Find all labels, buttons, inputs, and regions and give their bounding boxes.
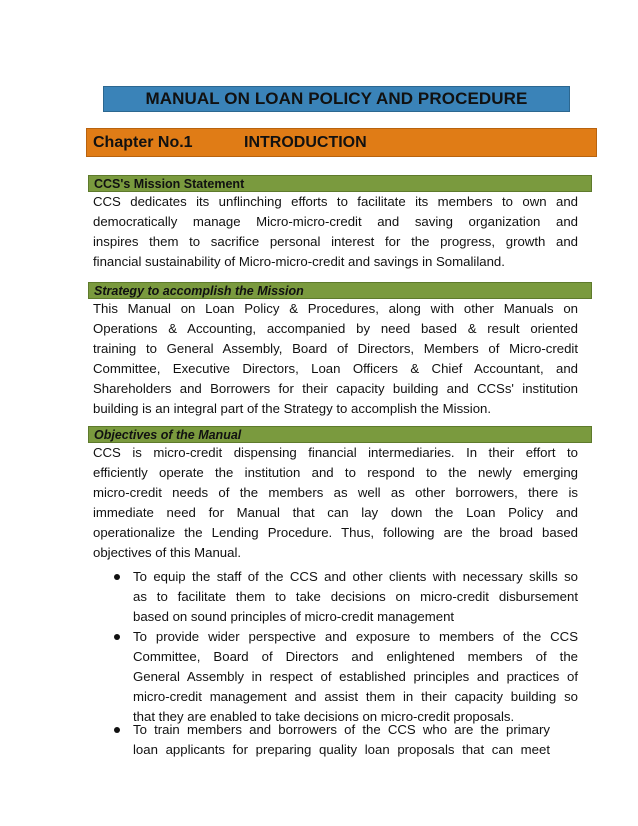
paragraph-line: Operations & Accounting, accompanied by need based & result oriented <box>93 321 578 336</box>
paragraph-line: inspires them to sacrifice personal interest for the progress, growth and <box>93 234 578 249</box>
section-body-mission <box>93 192 578 272</box>
document-title: MANUAL ON LOAN POLICY AND PROCEDURE <box>103 86 570 112</box>
bullet-line: loan applicants for preparing quality loan proposals that can meet <box>133 742 550 757</box>
paragraph-line: CCS is micro-credit dispensing financial intermediaries. In their effort to <box>93 445 578 460</box>
bullet-item <box>110 567 578 627</box>
bullet-line: General Assembly in respect of established principles and practices of <box>133 669 578 684</box>
section-heading-strategy: Strategy to accomplish the Mission <box>88 282 592 299</box>
section-body-strategy <box>93 299 578 419</box>
paragraph-line: objectives of this Manual. <box>93 545 242 560</box>
paragraph-line: training to General Assembly, Board of Directors, Members of Micro-credit <box>93 341 578 356</box>
paragraph-line: CCS dedicates its unflinching efforts to facilitate its members to own and <box>93 194 578 209</box>
chapter-number: Chapter No.1 <box>93 134 193 151</box>
bullet-line: based on sound principles of micro-credit management <box>133 609 455 624</box>
objectives-bullet-list <box>110 567 578 727</box>
paragraph-line: Committee, Executive Directors, Loan Officers & Chief Accountant, and <box>93 361 578 376</box>
bullet-line: Committee, Board of Directors and enlightened members of the <box>133 649 578 664</box>
paragraph-line: democratically manage Micro-micro-credit and saving organization and <box>93 214 578 229</box>
bullet-dot-icon <box>114 634 120 640</box>
paragraph-line: efficiently operate the institution and to respond to the newly emerging <box>93 465 578 480</box>
bullet-item <box>110 720 550 760</box>
paragraph-line: operationalize the Lending Procedure. Thus, following are the broad based <box>93 525 578 540</box>
section-body-objectives <box>93 443 578 563</box>
paragraph-line: micro-credit needs of the members as well as other borrowers, there is <box>93 485 578 500</box>
paragraph-line: Shareholders and Borrowers for their capacity building and CCSs' institution <box>93 381 578 396</box>
section-heading-objectives: Objectives of the Manual <box>88 426 592 443</box>
paragraph-line: building is an integral part of the Strategy to accomplish the Mission. <box>93 401 492 416</box>
paragraph-line: This Manual on Loan Policy & Procedures, along with other Manuals on <box>93 301 578 316</box>
bullet-line: To provide wider perspective and exposure to members of the CCS <box>133 629 578 644</box>
bullet-line: To train members and borrowers of the CCS who are the primary <box>133 722 550 737</box>
paragraph-line: immediate need for Manual that can lay down the Loan Policy and <box>93 505 578 520</box>
chapter-heading-bar <box>86 128 597 157</box>
bullet-line: as to facilitate them to take decisions on micro-credit disbursement <box>133 589 578 604</box>
bullet-line: that they are enabled to take decisions on micro-credit proposals. <box>133 709 515 724</box>
bullet-item <box>110 627 578 727</box>
chapter-name: INTRODUCTION <box>244 134 367 151</box>
bullet-dot-icon <box>114 727 120 733</box>
objectives-bullet-list-continued <box>110 720 550 760</box>
bullet-line: To equip the staff of the CCS and other clients with necessary skills so <box>133 569 578 584</box>
section-heading-mission: CCS's Mission Statement <box>88 175 592 192</box>
bullet-dot-icon <box>114 574 120 580</box>
bullet-line: micro-credit management and assist them in their capacity building so <box>133 689 578 704</box>
paragraph-line: financial sustainability of Micro-micro-credit and savings in Somaliland. <box>93 254 505 269</box>
